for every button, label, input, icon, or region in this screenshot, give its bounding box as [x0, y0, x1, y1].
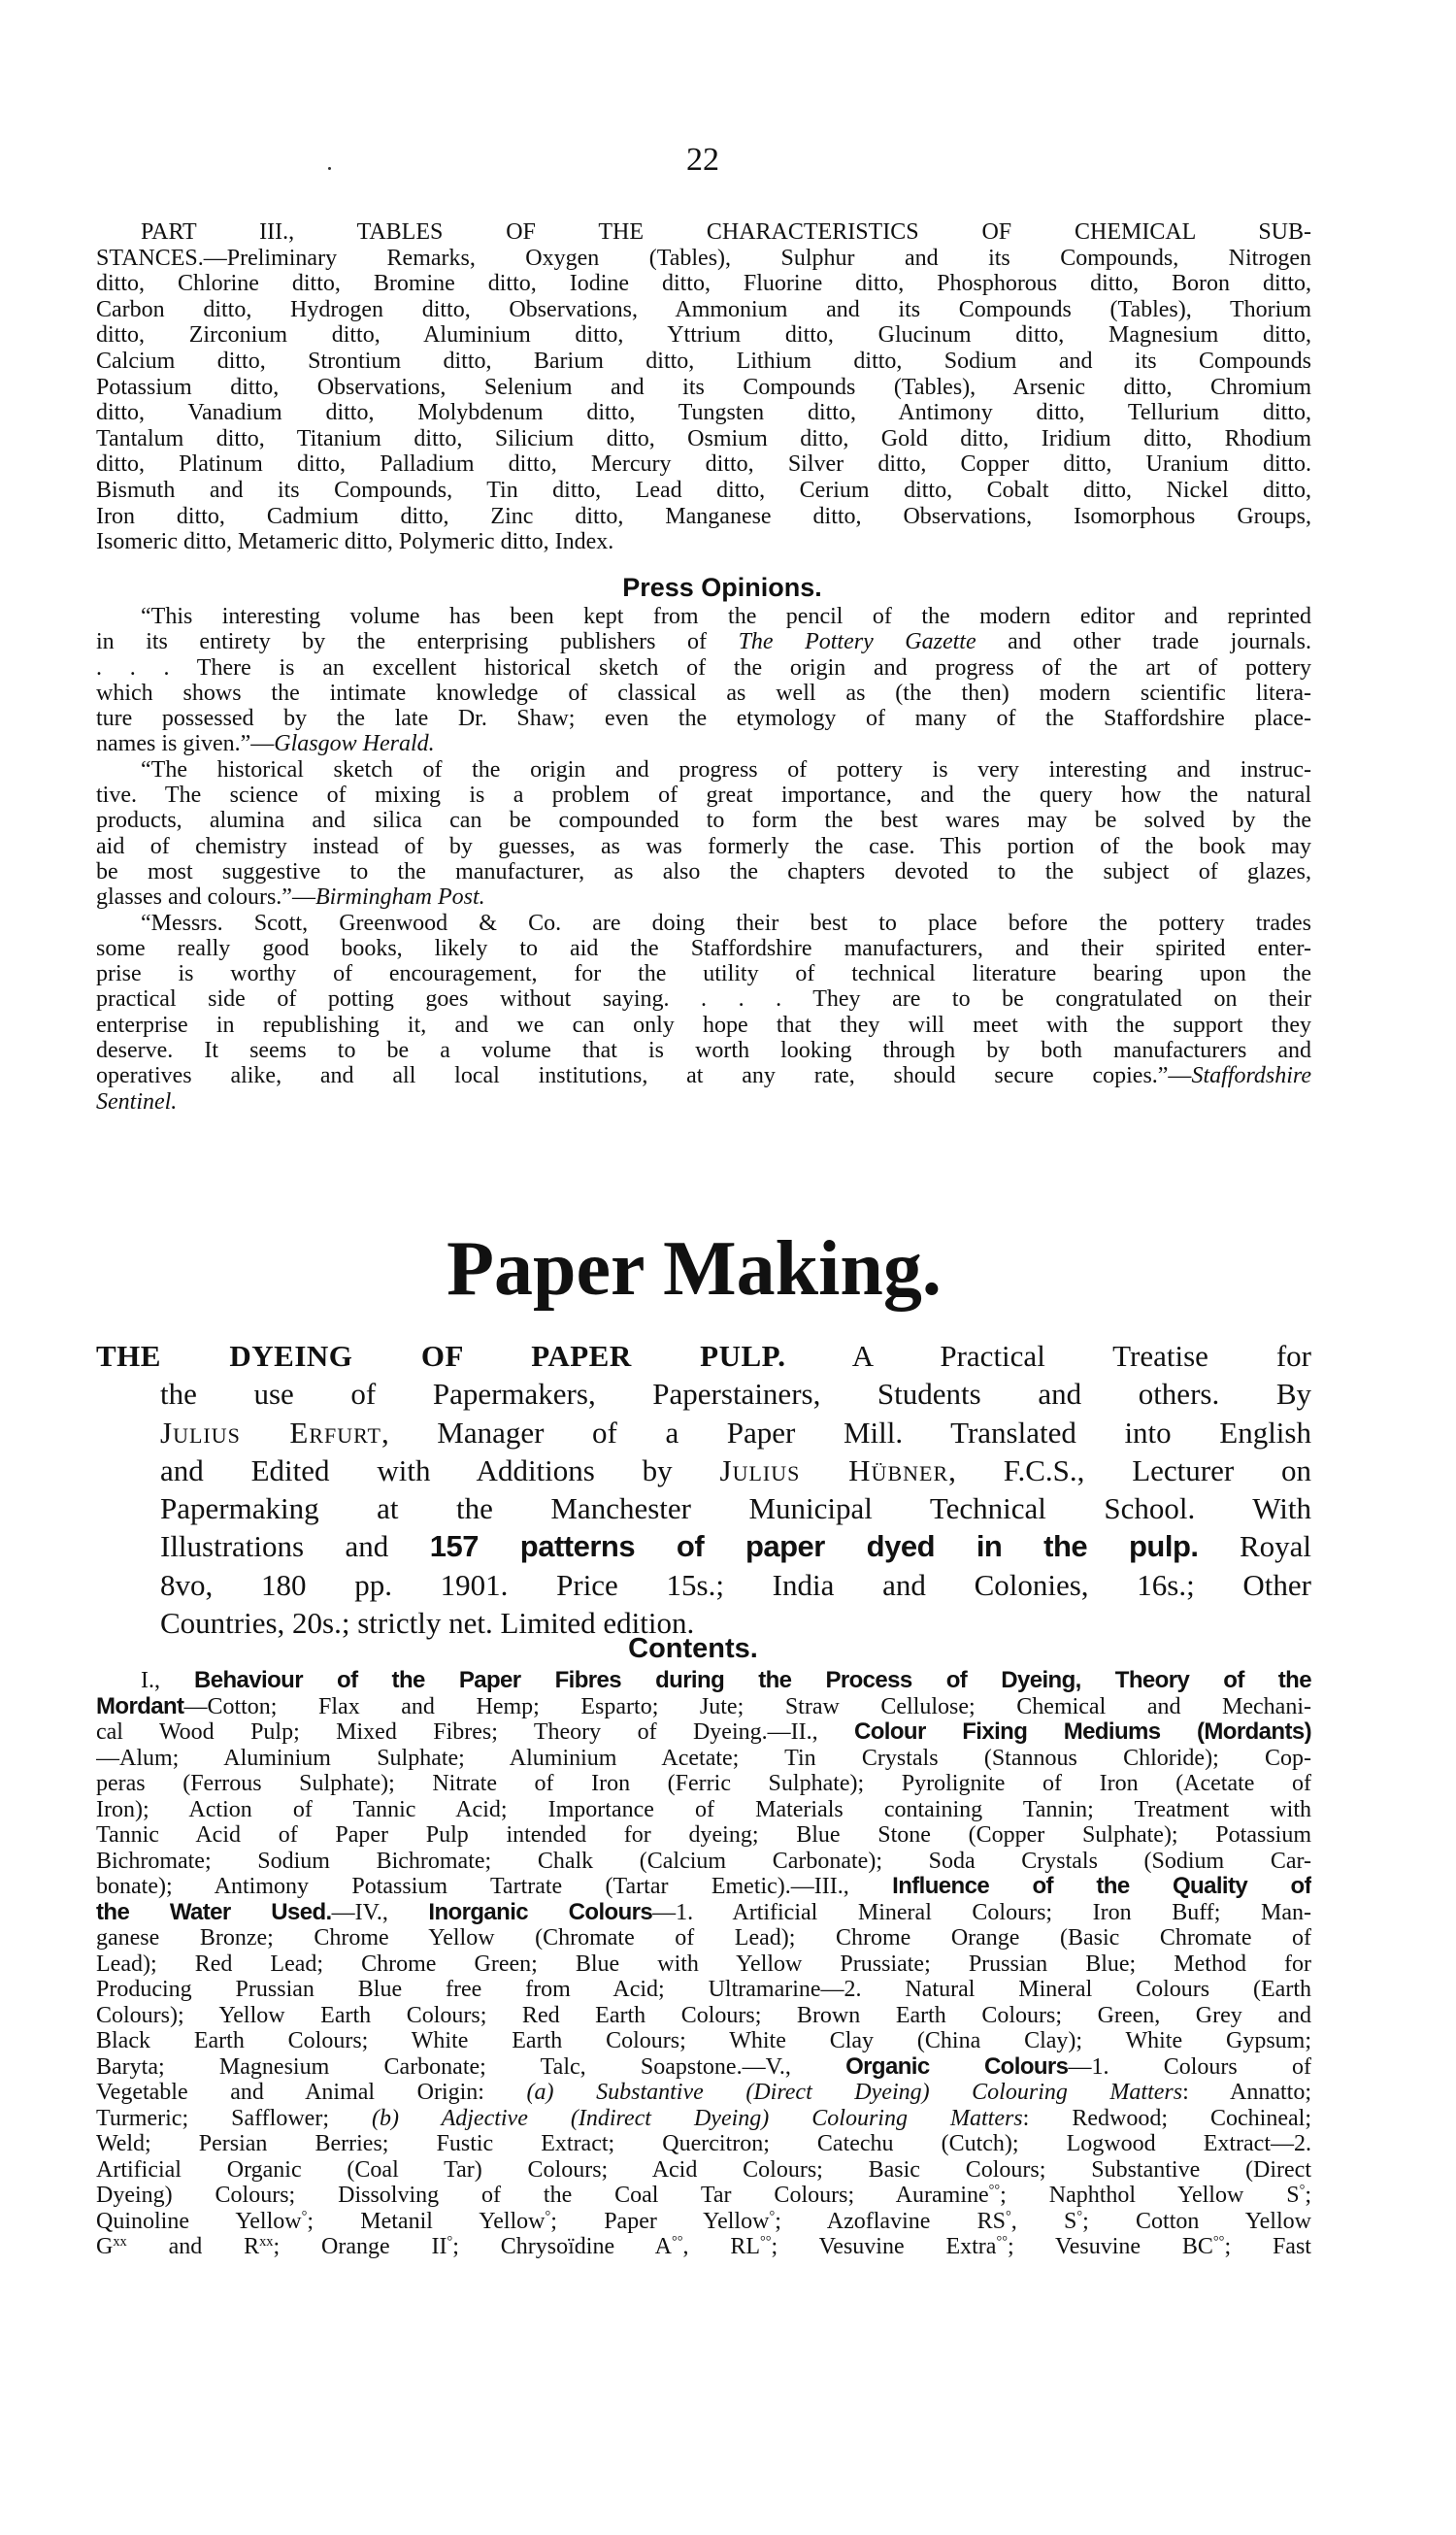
section-title: Paper Making. [447, 1226, 942, 1312]
text-run: , Manager of a Paper Mill. Translated into English [381, 1415, 1311, 1450]
text-run: products, alumina and silica can be compounded to form the best wares may be solved by the [96, 808, 1311, 834]
text-run: G [96, 2234, 114, 2259]
text-line [96, 1337, 1311, 1375]
text-run: “This interesting volume has been kept from the pencil of the modern editor and reprinted [141, 604, 1311, 629]
text-run: Colours); Yellow Earth Colours; Red Earth Colours; Brown Earth Colours; Green, Grey and [96, 2002, 1311, 2028]
text-line [96, 1719, 1311, 1746]
text-line [96, 2157, 1311, 2184]
text-run: STANCES.—Preliminary Remarks, Oxygen (Tables), Sulphur and its Compounds, Nitrogen [96, 245, 1311, 271]
text-line [160, 1489, 1311, 1527]
text-run: Baryta; Magnesium Carbonate; Talc, Soapstone.—V., [96, 2053, 846, 2080]
superscript: ° [1006, 2208, 1011, 2224]
text-line [160, 1375, 1311, 1413]
text-line [96, 322, 1311, 349]
text-line [96, 426, 1311, 452]
text-run: Dyeing) Colours; Dissolving of the Coal Tar Colours; Auramine [96, 2183, 989, 2208]
print-speck [328, 167, 331, 170]
text-run: and R [126, 2234, 260, 2259]
text-run: Iron); Action of Tannic Acid; Importance of Materials containing Tannin; Treatment with [96, 1796, 1311, 1822]
bold-run: the Water Used. [96, 1899, 332, 1925]
text-run: prise is worthy of encouragement, for the utility of technical literature bearing upon the [96, 961, 1311, 987]
text-line [96, 2183, 1311, 2209]
text-run: Iron ditto, Cadmium ditto, Zinc ditto, Manganese ditto, Observations, Isomorphous Groups, [96, 503, 1311, 529]
text-line [96, 1038, 1311, 1063]
text-line [96, 1822, 1311, 1849]
small-caps-run: Julius Hübner [719, 1452, 949, 1487]
text-line [160, 1451, 1311, 1489]
text-run: , S [1010, 2208, 1077, 2234]
text-run: Tannic Acid of Paper Pulp intended for dyeing; Blue Stone (Copper Sulphate); Potassium [96, 1822, 1311, 1848]
text-line [96, 1874, 1311, 1900]
text-line [96, 655, 1311, 681]
text-run: Calcium ditto, Strontium ditto, Barium ditto, Lithium ditto, Sodium and its Compounds [96, 348, 1311, 374]
book-entry-dyeing-of-paper-pulp [96, 1337, 1311, 1642]
text-run: names is given.”— [96, 731, 275, 757]
italic-run: The Pottery Gazette [738, 629, 976, 655]
text-run: , F.C.S., Lecturer on [948, 1452, 1311, 1487]
text-run: glasses and colours.”— [96, 884, 315, 911]
text-run: I., [141, 1668, 194, 1693]
text-run: ditto, Platinum ditto, Palladium ditto, Mercury ditto, Silver ditto, Copper ditto, Uranium ditto. [96, 451, 1311, 478]
text-run: ; Cotton Yellow [1082, 2208, 1311, 2234]
text-run: Producing Prussian Blue free from Acid; Ultramarine—2. Natural Mineral Colours (Earth [96, 1977, 1311, 2002]
text-line [96, 219, 1311, 246]
text-run: Papermaking at the Manchester Municipal Technical School. With [160, 1491, 1311, 1526]
text-line [96, 1900, 1311, 1926]
text-run: tive. The science of mixing is a problem of great importance, and the query how the natural [96, 783, 1311, 809]
text-run: . . . There is an excellent historical sketch of the origin and progress of the art of pottery [96, 654, 1311, 681]
bold-run: Organic Colours [845, 2053, 1069, 2080]
text-run: Black Earth Colours; White Earth Colours; White Clay (China Clay); White Gypsum; [96, 2028, 1311, 2053]
text-run: A Practical Treatise for [785, 1339, 1311, 1373]
text-line [96, 271, 1311, 297]
text-line [96, 1951, 1311, 1978]
superscript: ° [545, 2208, 551, 2224]
italic-run: Glasgow Herald. [274, 731, 435, 757]
bold-run: Behaviour of the Paper Fibres during the Process of Dyeing, Theory of the [194, 1668, 1311, 1693]
superscript: °° [1212, 2234, 1225, 2251]
text-run: peras (Ferrous Sulphate); Nitrate of Iron (Ferric Sulphate); Pyrolignite of Iron (Acetate of [96, 1771, 1311, 1796]
text-run: Lead); Red Lead; Chrome Green; Blue with Yellow Prussiate; Prussian Blue; Method for [96, 1951, 1311, 1977]
text-run: ; Azoflavine RS [775, 2208, 1006, 2234]
text-line [96, 2209, 1311, 2235]
bold-run: Inorganic Colours [428, 1899, 653, 1925]
text-run: “The historical sketch of the origin and progress of pottery is very interesting and instruc- [141, 756, 1311, 783]
text-line [96, 911, 1311, 936]
text-line [96, 834, 1311, 859]
text-run: Isomeric ditto, Metameric ditto, Polymeric ditto, Index. [96, 529, 614, 555]
text-run: —1. Artificial Mineral Colours; Iron Buff; Man- [652, 1899, 1311, 1925]
superscript: ° [769, 2208, 776, 2224]
text-run: ditto, Chlorine ditto, Bromine ditto, Iodine ditto, Fluorine ditto, Phosphorous ditto, Boron ditto, [96, 271, 1311, 297]
text-run: ; [1305, 2183, 1311, 2208]
text-line [96, 706, 1311, 731]
text-line [96, 478, 1311, 504]
text-line [96, 1089, 1311, 1115]
text-run: and Edited with Additions by [160, 1452, 720, 1487]
text-run: operatives alike, and all local institutions, at any rate, should secure copies.”— [96, 1063, 1192, 1089]
bold-run: Influence of the Quality of [892, 1874, 1311, 1899]
press-quote-glasgow-herald [96, 604, 1311, 757]
text-line [96, 1925, 1311, 1951]
text-run: Carbon ditto, Hydrogen ditto, Observations, Ammonium and its Compounds (Tables), Thorium [96, 296, 1311, 322]
italic-run: (a) Substantive (Direct Dyeing) Colouring Matters [526, 2080, 1183, 2105]
contents-heading: Contents. [628, 1633, 758, 1664]
text-run: ; Vesuvine Extra [771, 2234, 997, 2259]
text-line [96, 731, 1311, 756]
text-run: —IV., [331, 1899, 429, 1925]
text-run: the use of Papermakers, Paperstainers, Students and others. By [160, 1377, 1311, 1412]
text-run: Bichromate; Sodium Bichromate; Chalk (Calcium Carbonate); Soda Crystals (Sodium Car- [96, 1848, 1311, 1874]
text-run: aid of chemistry instead of by guesses, as was formerly the case. This portion of the book may [96, 833, 1311, 859]
text-run: PART III., TABLES OF THE CHARACTERISTICS OF CHEMICAL SUB- [141, 219, 1311, 245]
text-run: cal Wood Pulp; Mixed Fibres; Theory of Dyeing.—II., [96, 1719, 854, 1745]
text-run: bonate); Antimony Potassium Tartrate (Tartar Emetic).—III., [96, 1874, 893, 1899]
superscript: ° [301, 2208, 308, 2224]
text-line [96, 1797, 1311, 1823]
superscript: °° [671, 2234, 683, 2251]
text-run: : Annatto; [1182, 2080, 1311, 2105]
text-run: Royal [1198, 1529, 1311, 1564]
italic-run: Sentinel. [96, 1088, 178, 1115]
text-line [96, 961, 1311, 986]
text-line [96, 604, 1311, 629]
text-run: ditto, Zirconium ditto, Aluminium ditto, Yttrium ditto, Glucinum ditto, Magnesium ditto, [96, 322, 1311, 349]
superscript: xx [113, 2234, 127, 2251]
text-run: , RL [682, 2234, 761, 2259]
superscript: °° [760, 2234, 772, 2251]
text-line [96, 1771, 1311, 1797]
text-line [96, 1668, 1311, 1694]
text-run: ; Fast [1224, 2234, 1311, 2259]
bold-sans-run: 157 patterns of paper dyed in the pulp. [429, 1529, 1199, 1564]
text-run: practical side of potting goes without saying. . . . They are to be congratulated on their [96, 986, 1311, 1013]
contents-paragraph [96, 1668, 1311, 2260]
press-quote-birmingham-post [96, 757, 1311, 911]
text-line [96, 451, 1311, 478]
press-opinions-heading: Press Opinions. [622, 573, 822, 602]
bold-run: Mordant [96, 1693, 184, 1719]
text-line [96, 2003, 1311, 2029]
text-run: some really good books, likely to aid the Staffordshire manufacturers, and their spirited enter- [96, 935, 1311, 961]
text-run: ganese Bronze; Chrome Yellow (Chromate of Lead); Chrome Orange (Basic Chromate of [96, 1925, 1311, 1951]
text-line [96, 1063, 1311, 1088]
text-run: in its entirety by the enterprising publishers of [96, 629, 739, 655]
text-run: be most suggestive to the manufacturer, as also the chapters devoted to the subject of glazes, [96, 858, 1311, 884]
text-line [96, 1977, 1311, 2003]
text-line [96, 400, 1311, 426]
text-run: Countries, 20s.; strictly net. Limited edition. [160, 1606, 695, 1641]
superscript: °° [988, 2183, 1001, 2199]
text-run: —1. Colours of [1068, 2053, 1311, 2080]
text-line [96, 936, 1311, 961]
text-line [96, 2131, 1311, 2157]
text-line [96, 681, 1311, 706]
text-line [96, 629, 1311, 654]
text-run: ditto, Vanadium ditto, Molybdenum ditto, Tungsten ditto, Antimony ditto, Tellurium ditto, [96, 400, 1311, 426]
text-line [96, 1013, 1311, 1038]
text-run: Potassium ditto, Observations, Selenium and its Compounds (Tables), Arsenic ditto, Chromium [96, 374, 1311, 400]
bold-run: Colour Fixing Mediums (Mordants) [854, 1719, 1311, 1745]
superscript: ° [1299, 2183, 1306, 2199]
bold-run: THE DYEING OF PAPER PULP. [96, 1339, 786, 1373]
text-run: Vegetable and Animal Origin: [96, 2080, 527, 2105]
text-run: —Cotton; Flax and Hemp; Esparto; Jute; Straw Cellulose; Chemical and Mechani- [183, 1693, 1311, 1719]
text-line [96, 2234, 1311, 2260]
text-line [160, 1566, 1311, 1604]
text-run: Turmeric; Safflower; [96, 2105, 373, 2131]
small-caps-run: Julius Erfurt [160, 1415, 381, 1450]
text-line [96, 808, 1311, 833]
text-run: “Messrs. Scott, Greenwood & Co. are doing their best to place before the pottery trades [141, 910, 1311, 936]
text-line [96, 2080, 1311, 2106]
text-line [96, 504, 1311, 530]
text-run: ; Naphthol Yellow S [1000, 2183, 1300, 2208]
italic-run: Staffordshire [1191, 1063, 1311, 1089]
text-line [96, 1746, 1311, 1772]
text-run: Illustrations and [160, 1529, 430, 1564]
text-run: enterprise in republishing it, and we can only hope that they will meet with the support they [96, 1012, 1311, 1038]
text-line [96, 349, 1311, 375]
text-run: ; Paper Yellow [550, 2208, 770, 2234]
superscript: ° [447, 2234, 453, 2251]
text-run: ; Vesuvine BC [1007, 2234, 1213, 2259]
italic-run: Birmingham Post. [314, 884, 485, 911]
text-run: ; Chrysoïdine A [452, 2234, 672, 2259]
text-line [160, 1414, 1311, 1451]
text-run: —Alum; Aluminium Sulphate; Aluminium Acetate; Tin Crystals (Stannous Chloride); Cop- [96, 1745, 1311, 1771]
text-run: which shows the intimate knowledge of classical as well as (the then) modern scientific litera- [96, 680, 1311, 706]
text-line [96, 375, 1311, 401]
text-line [96, 529, 1311, 555]
italic-run: (b) Adjective (Indirect Dyeing) Colouring Matters [372, 2105, 1023, 2131]
text-line [96, 1694, 1311, 1720]
text-line [96, 2028, 1311, 2054]
text-line [96, 986, 1311, 1012]
text-run: : Redwood; Cochineal; [1022, 2105, 1311, 2131]
text-run: Tantalum ditto, Titanium ditto, Silicium ditto, Osmium ditto, Gold ditto, Iridium ditto, Rhodium [96, 425, 1311, 451]
text-line [96, 757, 1311, 783]
press-quotes [96, 604, 1311, 1115]
superscript: xx [259, 2234, 274, 2251]
text-run: Artificial Organic (Coal Tar) Colours; Acid Colours; Basic Colours; Substantive (Direct [96, 2156, 1311, 2183]
text-run: ; Orange II [273, 2234, 447, 2259]
text-run: Bismuth and its Compounds, Tin ditto, Lead ditto, Cerium ditto, Cobalt ditto, Nickel ditto, [96, 477, 1311, 503]
superscript: ° [1076, 2208, 1083, 2224]
text-line [96, 783, 1311, 808]
text-run: ; Metanil Yellow [307, 2208, 546, 2234]
press-quote-staffordshire-sentinel [96, 911, 1311, 1115]
text-run: Quinoline Yellow [96, 2208, 302, 2234]
superscript: °° [996, 2234, 1008, 2251]
text-line [160, 1527, 1311, 1565]
text-run: 8vo, 180 pp. 1901. Price 15s.; India and Colonies, 16s.; Other [160, 1567, 1311, 1602]
text-run: ture possessed by the late Dr. Shaw; even the etymology of many of the Staffordshire place- [96, 706, 1311, 732]
text-line [96, 859, 1311, 884]
text-line [96, 297, 1311, 323]
text-run: and other trade journals. [976, 629, 1311, 655]
page-number: 22 [686, 142, 719, 178]
text-line [96, 246, 1311, 272]
text-line [96, 2054, 1311, 2081]
text-run: deserve. It seems to be a volume that is worth looking through by both manufacturers and [96, 1038, 1311, 1064]
part3-paragraph [96, 219, 1311, 555]
text-line [96, 2106, 1311, 2132]
text-line [96, 1849, 1311, 1875]
text-run: Weld; Persian Berries; Fustic Extract; Quercitron; Catechu (Cutch); Logwood Extract—2. [96, 2131, 1311, 2156]
text-line [96, 884, 1311, 910]
